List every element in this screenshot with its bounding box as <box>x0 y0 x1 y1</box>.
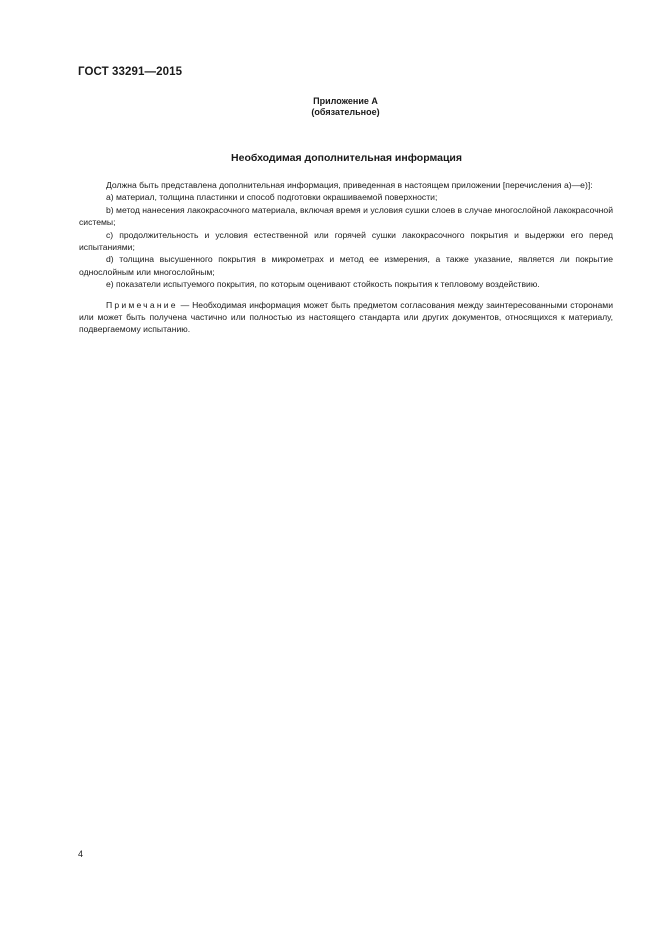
appendix-title: Приложение А <box>313 96 378 106</box>
note-text: — Необходимая информация может быть предметом согласования между заинтересованными сторонами или может быть получена частично или полностью из настоящего стандарта или других документов, относящихся к материалу, подвергаемому испытанию. <box>79 299 613 335</box>
list-item: c) продолжительность и условия естественной или горячей сушки лакокрасочного покрытия и выдержки его перед испытаниями; <box>79 229 613 253</box>
intro-paragraph: Должна быть представлена дополнительная информация, приведенная в настоящем приложении [перечисления а)—е)]: <box>106 180 593 190</box>
page-number: 4 <box>78 849 84 859</box>
document-code: ГОСТ 33291—2015 <box>78 66 183 78</box>
list-item: е) показатели испытуемого покрытия, по которым оценивают стойкость покрытия к тепловому воздействию. <box>106 279 540 290</box>
body-text <box>79 179 613 336</box>
list-item: d) толщина высушенного покрытия в микрометрах и метод ее измерения, а также указание, является ли покрытие однослойным или многослойным; <box>79 254 613 277</box>
section-title: Необходимая дополнительная информация <box>231 152 462 164</box>
note-label: Примечание <box>106 299 178 310</box>
note-paragraph <box>79 299 613 336</box>
list-item: а) материал, толщина пластинки и способ подготовки окрашиваемой поверхности; <box>106 192 438 203</box>
appendix-type: (обязательное) <box>311 107 380 117</box>
list-item: b) метод нанесения лакокрасочного материала, включая время и условия сушки слоев в случае многослойной лакокрасочной системы; <box>79 204 613 228</box>
